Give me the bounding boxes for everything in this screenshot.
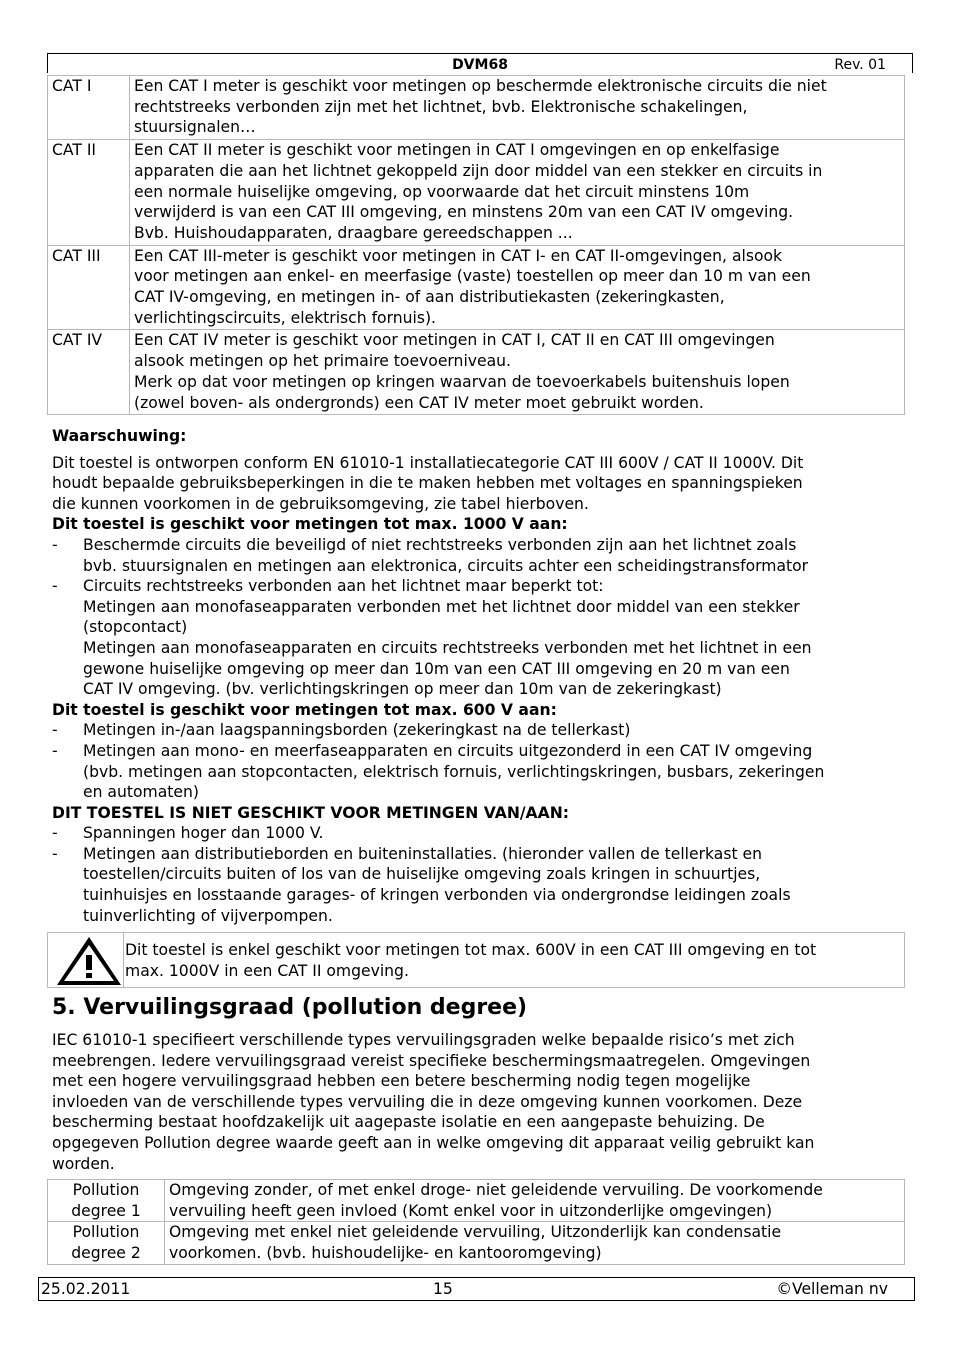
intro-line: IEC 61010-1 specifieert verschillende types vervuilingsgraden welke bepaalde risico’s met zich [52, 1031, 795, 1049]
description-line: Een CAT III-meter is geschikt voor metingen in CAT I- en CAT II-omgevingen, alsook [134, 246, 783, 265]
list-item-line: bvb. stuursignalen en metingen aan elektronica, circuits achter een scheidingstransformator [83, 556, 809, 575]
category-row [48, 76, 905, 140]
intro-line: worden. [52, 1154, 115, 1173]
pollution-intro [52, 1030, 904, 1174]
list-item [52, 720, 904, 741]
section-not-list [52, 823, 904, 926]
description-line: vervuiling heeft geen invloed (Komt enkel voor in uitzonderlijke omgevingen) [169, 1201, 773, 1220]
list-item-line: Metingen aan monofaseapparaten en circuits rechtstreeks verbonden met het lichtnet in een [83, 638, 812, 657]
degree-line: degree 1 [71, 1201, 141, 1220]
description-line: stuursignalen… [134, 118, 256, 137]
intro-line: houdt bepaalde gebruiksbeperkingen in die te maken hebben met voltages en spanningspieken [52, 474, 803, 493]
list-item-line: - Metingen aan mono- en meerfaseapparaten en circuits uitgezonderd in een CAT IV omgeving [83, 741, 813, 760]
footer-company: ©Velleman nv [776, 1280, 888, 1298]
list-item [52, 535, 904, 576]
intro-line: bescherming bestaat hoofdzakelijk uit aagepaste isolatie en een aangepaste behuizing. De [52, 1113, 765, 1132]
description-line: voor metingen aan enkel- en meerfasige (vaste) toestellen op meer dan 10 m van een [134, 267, 811, 286]
description-line: verwijderd is van een CAT III omgeving, en minstens 20m van een CAT IV omgeving. [134, 203, 794, 222]
list-item-line: tuinhuisjes en losstaande garages- of kringen verbonden via ondergrondse leidingen zoals [83, 886, 791, 905]
warning-triangle-icon [51, 933, 124, 987]
list-item [52, 823, 904, 844]
category-key: CAT II [48, 140, 130, 246]
category-description [130, 245, 905, 330]
list-item [52, 844, 904, 926]
list-item-line: - Spanningen hoger dan 1000 V. [83, 824, 324, 843]
category-row [48, 140, 905, 246]
description-line: Een CAT II meter is geschikt voor metingen in CAT I omgevingen en op enkelfasige [134, 141, 780, 160]
description-line: Merk op dat voor metingen op kringen waarvan de toevoerkabels buitenshuis lopen [134, 372, 790, 391]
box-text-line: Dit toestel is enkel geschikt voor metingen tot max. 600V in een CAT III omgeving en tot [125, 941, 817, 959]
category-key: CAT I [48, 76, 130, 140]
intro-line: invloeden van de verschillende types vervuiling die in deze omgeving kunnen voorkomen. Deze [52, 1092, 803, 1111]
section-600-list [52, 720, 904, 802]
category-table [47, 75, 905, 415]
list-item-line: (stopcontact) [83, 618, 188, 637]
description-line: Omgeving met enkel niet geleidende vervuiling, Uitzonderlijk kan condensatie [169, 1223, 782, 1242]
description-line: Bvb. Huishoudapparaten, draagbare gereedschappen ... [134, 223, 573, 242]
intro-line: die kunnen voorkomen in de gebruiksomgeving, zie tabel hierboven. [52, 494, 589, 513]
pollution-row [48, 1222, 905, 1264]
pollution-description [165, 1222, 905, 1264]
warning-box-text [125, 940, 898, 981]
description-line: rechtstreeks verbonden zijn met het lichtnet, bvb. Elektronische schakelingen, [134, 97, 748, 116]
section-600-title: Dit toestel is geschikt voor metingen tot max. 600 V aan: [52, 700, 557, 719]
description-line: verlichtingscircuits, elektrisch fornuis). [134, 308, 436, 327]
pollution-table [47, 1179, 905, 1265]
category-description [130, 330, 905, 415]
degree-line: Pollution [72, 1181, 140, 1199]
category-row [48, 330, 905, 415]
list-item-line: toestellen/circuits buiten of los van de huiselijke omgeving zoals kringen in schuurtjes, [83, 865, 761, 884]
description-line: Omgeving zonder, of met enkel droge- niet geleidende vervuiling. De voorkomende [169, 1181, 823, 1199]
section-heading: 5. Vervuilingsgraad (pollution degree) [52, 995, 528, 1020]
list-item-line: - Circuits rechtstreeks verbonden aan het lichtnet maar beperkt tot: [83, 577, 604, 596]
list-item-line: - Beschermde circuits die beveiligd of niet rechtstreeks verbonden zijn aan het lichtnet zoals [83, 535, 797, 554]
description-line: Een CAT IV meter is geschikt voor metingen in CAT I, CAT II en CAT III omgevingen [134, 331, 775, 350]
category-row [48, 245, 905, 330]
footer-date: 25.02.2011 [41, 1280, 131, 1298]
page-header [47, 53, 913, 73]
warning-box [47, 932, 905, 988]
description-line: (zowel boven- als ondergronds) een CAT IV meter moet gebruikt worden. [134, 393, 704, 412]
intro-line: opgegeven Pollution degree waarde geeft aan in welke omgeving dit apparaat veilig gebruikt kan [52, 1133, 815, 1152]
section-1000-title: Dit toestel is geschikt voor metingen tot max. 1000 V aan: [52, 515, 568, 534]
list-item-line: tuinverlichting of vijverpompen. [83, 906, 333, 925]
list-item-line: Metingen aan monofaseapparaten verbonden met het lichtnet door middel van een stekker [83, 597, 800, 616]
pollution-row [48, 1180, 905, 1222]
revision: Rev. 01 [834, 57, 886, 73]
section-not-title: DIT TOESTEL IS NIET GESCHIKT VOOR METINGEN VAN/AAN: [52, 803, 569, 822]
pollution-description [165, 1180, 905, 1222]
page-footer [38, 1277, 915, 1301]
category-description [130, 140, 905, 246]
model-name: DVM68 [452, 57, 508, 73]
list-item [52, 741, 904, 803]
list-item [52, 576, 904, 700]
description-line: CAT IV-omgeving, en metingen in- of aan distributiekasten (zekeringkasten, [134, 288, 725, 307]
list-item-line: gewone huiselijke omgeving op meer dan 10m van een CAT III omgeving en 20 m van een [83, 659, 790, 678]
category-key: CAT III [48, 245, 130, 330]
list-item-line: CAT IV omgeving. (bv. verlichtingskringen op meer dan 10m van de zekeringkast) [83, 680, 722, 699]
list-item-line: (bvb. metingen aan stopcontacten, elektrisch fornuis, verlichtingskringen, busbars, zekeringen [83, 762, 825, 781]
list-item-line: - Metingen aan distributieborden en buiteninstallaties. (hieronder vallen de tellerkast en [83, 844, 762, 863]
intro-line: meebrengen. Iedere vervuilingsgraad vereist specifieke beschermingsmaatregelen. Omgevingen [52, 1051, 811, 1070]
pollution-degree [48, 1180, 165, 1222]
degree-line: degree 2 [71, 1244, 141, 1263]
intro-line: Dit toestel is ontworpen conform EN 61010-1 installatiecategorie CAT III 600V / CAT II 1000V. Dit [52, 453, 804, 472]
degree-line: Pollution [72, 1223, 140, 1242]
list-item-line: en automaten) [83, 783, 199, 802]
description-line: voorkomen. (bvb. huishoudelijke- en kantooromgeving) [169, 1244, 602, 1263]
description-line: een normale huiselijke omgeving, op voorwaarde dat het circuit minstens 10m [134, 182, 750, 201]
warning-section [52, 426, 904, 926]
box-text-line: max. 1000V in een CAT II omgeving. [125, 961, 409, 980]
warning-intro [52, 453, 904, 515]
section-1000-list [52, 535, 904, 700]
warning-title: Waarschuwing: [52, 427, 187, 445]
page-number: 15 [433, 1280, 453, 1298]
description-line: Een CAT I meter is geschikt voor metingen op beschermde elektronische circuits die niet [134, 77, 827, 95]
description-line: alsook metingen op het primaire toevoerniveau. [134, 352, 511, 371]
list-item-line: - Metingen in-/aan laagspanningsborden (zekeringkast na de tellerkast) [83, 721, 631, 740]
pollution-degree [48, 1222, 165, 1264]
intro-line: met een hogere vervuilingsgraad hebben een betere bescherming nodig tegen mogelijke [52, 1072, 751, 1091]
category-description [130, 76, 905, 140]
category-key: CAT IV [48, 330, 130, 415]
description-line: apparaten die aan het lichtnet gekoppeld zijn door middel van een stekker en circuits in [134, 161, 823, 180]
